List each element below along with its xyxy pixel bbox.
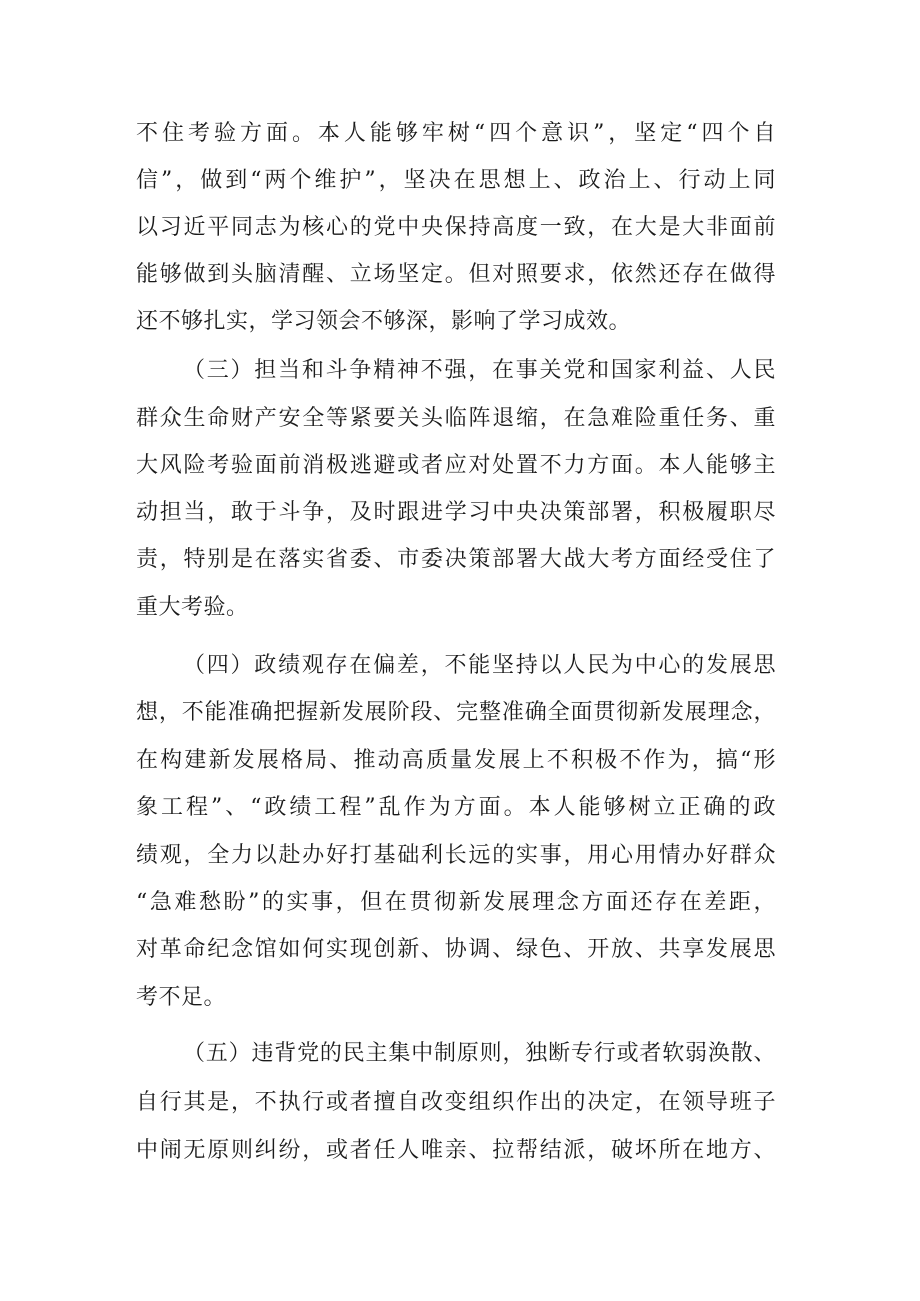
text-line: 绩观，全力以赴办好打基础利长远的实事，用心用情办好群众 <box>136 843 776 868</box>
text-line: 象工程”、“政绩工程”乱作为方面。本人能够树立正确的政 <box>136 795 776 820</box>
paragraph-heading-5: （五）违背党的民主集中制原则，独断专行或者软弱涣散、 <box>183 1041 776 1066</box>
paragraph-heading-3: （三）担当和斗争精神不强，在事关党和国家利益、人民 <box>183 358 776 383</box>
text-line: 责，特别是在落实省委、市委决策部署大战大考方面经受住了 <box>136 547 776 572</box>
text-line: 还不够扎实，学习领会不够深，影响了学习成效。 <box>136 309 632 334</box>
paragraph-heading-4: （四）政绩观存在偏差，不能坚持以人民为中心的发展思 <box>183 653 776 678</box>
text-line: 自行其是，不执行或者擅自改变组织作出的决定，在领导班子 <box>136 1090 776 1115</box>
text-line: 能够做到头脑清醒、立场坚定。但对照要求，依然还存在做得 <box>136 262 776 287</box>
text-line: 不住考验方面。本人能够牢树“四个意识”，坚定“四个自 <box>136 121 776 146</box>
text-line: 群众生命财产安全等紧要关头临阵退缩，在急难险重任务、重 <box>136 406 776 431</box>
text-line: 中闹无原则纠纷，或者任人唯亲、拉帮结派，破坏所在地方、 <box>136 1138 776 1163</box>
text-line: 以习近平同志为核心的党中央保持高度一致，在大是大非面前 <box>136 215 776 240</box>
text-line: 信”，做到“两个维护”，坚决在思想上、政治上、行动上同 <box>136 168 776 193</box>
text-line: 动担当，敢于斗争，及时跟进学习中央决策部署，积极履职尽 <box>136 500 776 525</box>
text-line: 重大考验。 <box>136 595 249 620</box>
text-line: 在构建新发展格局、推动高质量发展上不积极不作为，搞“形 <box>136 748 776 773</box>
text-line: 对革命纪念馆如何实现创新、协调、绿色、开放、共享发展思 <box>136 937 776 962</box>
text-line: 考不足。 <box>136 985 227 1010</box>
text-line: “急难愁盼”的实事，但在贯彻新发展理念方面还存在差距， <box>136 890 776 915</box>
text-line: 想，不能准确把握新发展阶段、完整准确全面贯彻新发展理念， <box>136 700 776 725</box>
text-line: 大风险考验面前消极逃避或者应对处置不力方面。本人能够主 <box>136 453 776 478</box>
